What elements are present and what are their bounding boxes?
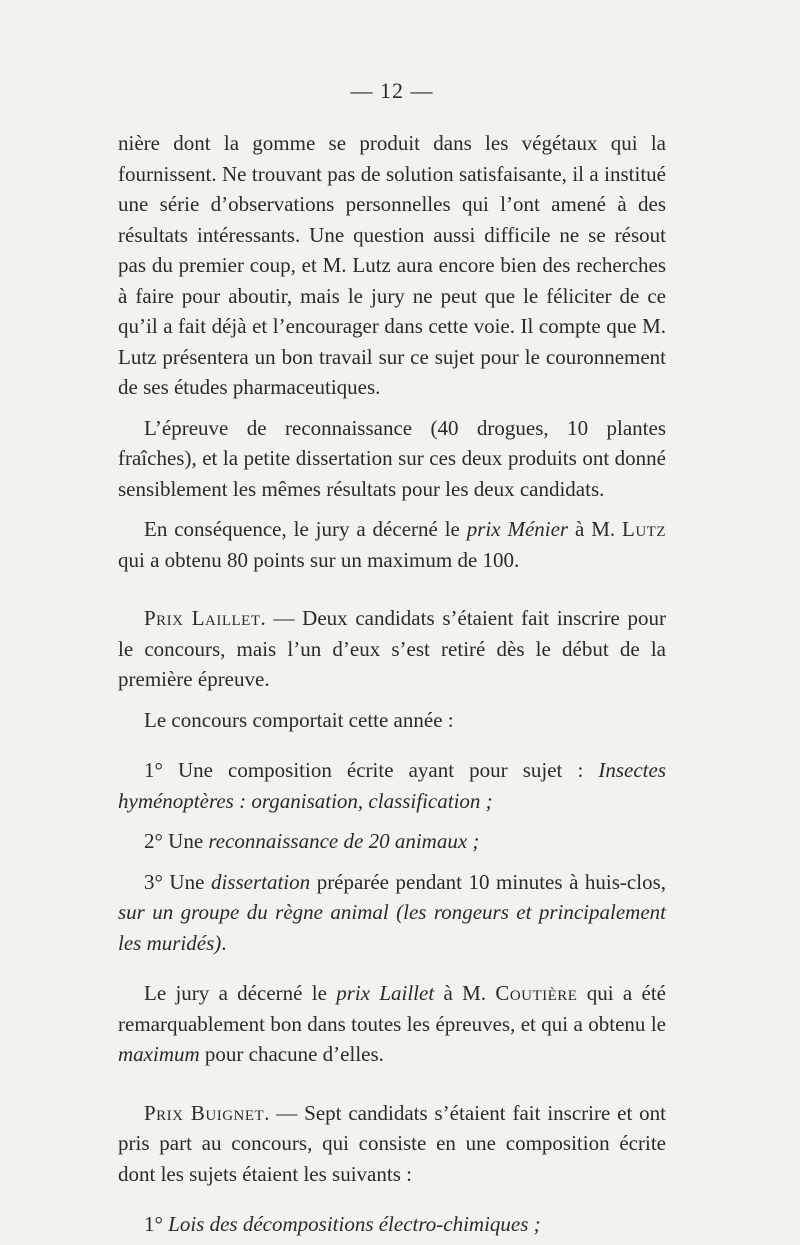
paragraph-gum-research: nière dont la gomme se produit dans les végétaux qui la fournissent. Ne trouvant pas de solution satisfaisante, il a institué une série d’observations personnelles qui l’ont amené à des résultats intéressants. Une question aussi difficile ne se résout pas du premier coup, et M. Lutz aura encore bien des recherches à faire pour aboutir, mais le jury ne peut que le féliciter de ce qu’il a fait déjà et l’encourager dans cette voie. Il compte que M. Lutz présentera un bon travail sur ce sujet pour le couronnement de ses études pharmaceutiques. xyxy=(118,131,666,399)
text-run: à M. xyxy=(568,517,622,541)
winner-name-coutiere: Coutière xyxy=(495,981,578,1005)
paragraph-menier-award xyxy=(118,514,666,575)
text-run: 3° Une xyxy=(144,869,211,894)
text-run: En conséquence, le jury a décerné le xyxy=(144,517,467,541)
text-run: 1° Une composition écrite ayant pour sujet : xyxy=(144,758,599,782)
text-run: qui a obtenu 80 points sur un maximum de 100. xyxy=(118,547,520,572)
text-run: 2° Une xyxy=(144,829,209,853)
page-number: — 12 — xyxy=(350,78,434,103)
subject-hymenoptera: Insectes hyménoptères : organisation, classification ; xyxy=(118,758,666,813)
section-heading-prix-laillet: Prix Laillet xyxy=(144,606,261,630)
list-item-dissertation xyxy=(118,867,666,959)
subject-rodents: sur un groupe du règne animal (les rongeurs et principalement les muridés) xyxy=(118,900,666,955)
text-run: . — Sept candidats s’étaient fait inscrire et ont pris part au concours, qui consiste en une composition écrite dont les sujets étaient les suivants : xyxy=(118,1100,666,1186)
list-item-recognition xyxy=(118,826,666,857)
document-page xyxy=(118,70,666,1240)
paragraph-recognition-test: L’épreuve de reconnaissance (40 drogues, 10 plantes fraîches), et la petite dissertation sur ces deux produits ont donné sensiblement les mêmes résultats pour les deux candidats. xyxy=(118,415,666,501)
paragraph-laillet-award xyxy=(118,978,666,1070)
prize-name-laillet: prix Laillet xyxy=(336,981,435,1005)
text-run: . — Deux candidats s’étaient fait inscrire pour le concours, mais l’un d’eux s’est retiré dès le début de la première épreuve. xyxy=(118,606,666,691)
winner-name-lutz: Lutz xyxy=(622,517,666,541)
text-run: qui a été remarquablement bon dans toutes les épreuves, et qui a obtenu le xyxy=(118,981,666,1036)
subject-electrochemistry: Lois des décompositions électro-chimiques ; xyxy=(168,1212,541,1236)
text-run: Le jury a décerné le xyxy=(144,981,337,1005)
prize-name-menier: prix Ménier xyxy=(466,517,569,541)
word-maximum: maximum xyxy=(118,1042,200,1066)
paragraph-contest-comprised: Le concours comportait cette année : xyxy=(144,707,454,732)
paragraph-buignet-intro xyxy=(118,1098,666,1190)
subject-dissertation: dissertation xyxy=(210,869,311,894)
text-run: pour chacune d’elles. xyxy=(199,1042,384,1066)
text-run: . xyxy=(221,930,227,955)
text-run: préparée pendant 10 minutes à huis-clos, xyxy=(310,869,667,894)
subject-recognition: reconnaissance de 20 animaux ; xyxy=(208,829,480,853)
list-item-composition xyxy=(118,755,666,816)
paragraph-laillet-intro xyxy=(118,603,666,695)
list-item-electrochemistry xyxy=(118,1209,666,1240)
text-run: à M. xyxy=(434,981,496,1005)
text-run: 1° xyxy=(144,1212,169,1236)
section-heading-prix-buignet: Prix Buignet xyxy=(144,1100,265,1125)
